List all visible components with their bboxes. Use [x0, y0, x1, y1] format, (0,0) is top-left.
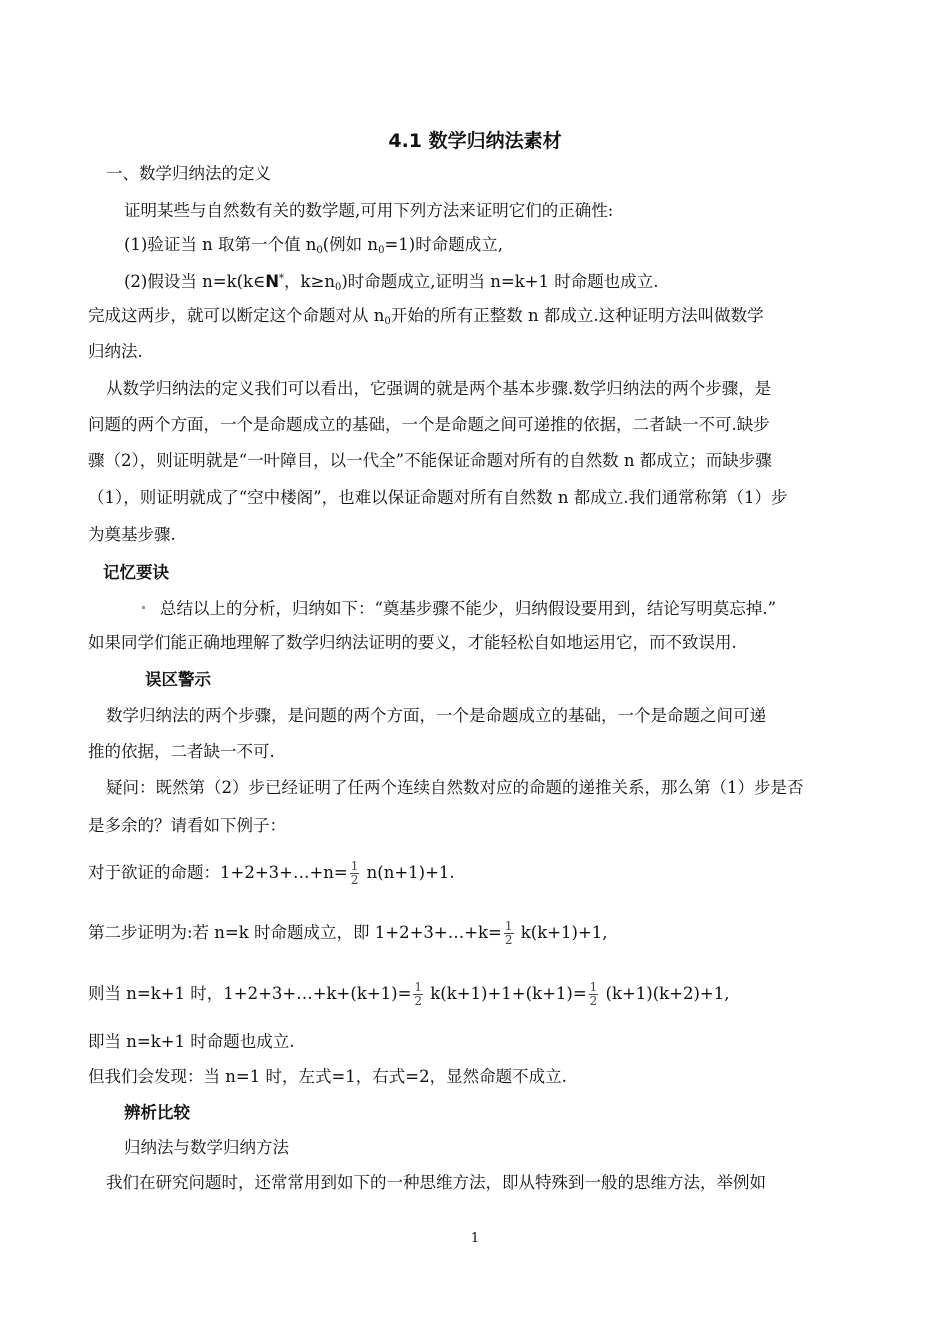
warning-line: 疑问：既然第（2）步已经证明了任两个连续自然数对应的命题的递推关系，那么第（1）步是否 [106, 778, 804, 797]
paragraph-line: 为奠基步骤. [88, 525, 176, 544]
memory-line: 如果同学们能正确地理解了数学归纳法证明的要义，才能轻松自如地运用它，而不致误用. [88, 633, 737, 652]
intro-line: 证明某些与自然数有关的数学题,可用下列方法来证明它们的正确性: [124, 201, 614, 220]
subscript: 0 [384, 316, 391, 327]
conclusion-line-1 [88, 305, 868, 333]
section-heading-definition: 一、数学归纳法的定义 [106, 164, 271, 183]
example-derivation-line [88, 981, 868, 1008]
step-two-text-c: )时命题成立,证明当 n=k+1 时命题也成立. [341, 272, 659, 291]
section-heading-warning: 误区警示 [145, 670, 211, 689]
subscript: 0 [316, 245, 323, 256]
example-counter-line: 但我们会发现：当 n=1 时，左式=1，右式=2，显然命题不成立. [88, 1067, 567, 1086]
example-derivation-mid: k(k+1)+1+(k+1)= [425, 984, 587, 1003]
subscript: 0 [334, 282, 342, 293]
fraction-one-half: $\frac{1}{2}$ [350, 859, 359, 887]
example-step-two-tail: k(k+1)+1, [515, 923, 608, 942]
paragraph-line: 问题的两个方面，一个是命题成立的基础，一个是命题之间可递推的依据，二者缺一不可.缺步 [88, 415, 770, 434]
warning-line: 数学归纳法的两个步骤，是问题的两个方面，一个是命题成立的基础，一个是命题之间可递 [106, 706, 766, 725]
bullet-mark [142, 606, 145, 609]
conclusion-text-b: 开始的所有正整数 n 都成立.这种证明方法叫做数学 [390, 306, 764, 325]
subscript: 0 [378, 245, 385, 256]
step-one-text-a: (1)验证当 n 取第一个值 n [124, 235, 317, 254]
step-two-text-a: (2)假设当 n=k(k∈ [124, 272, 266, 291]
example-result-line: 即当 n=k+1 时命题也成立. [88, 1032, 295, 1051]
section-heading-memory: 记忆要诀 [103, 563, 169, 582]
example-step-two-text: 第二步证明为:若 n=k 时命题成立，即 1+2+3+…+k= [88, 923, 502, 942]
paragraph-line: 骤（2），则证明就是“一叶障目，以一代全”不能保证命题对所有的自然数 n 都成立；而缺步骤 [88, 451, 772, 470]
conclusion-line-2: 归纳法. [88, 342, 143, 361]
page-number: 1 [470, 1231, 480, 1246]
paragraph-line: 从数学归纳法的定义我们可以看出，它强调的就是两个基本步骤.数学归纳法的两个步骤，是 [106, 379, 772, 398]
example-claim-text: 对于欲证的命题：1+2+3+…+n= [88, 863, 348, 882]
fraction-one-half: $\frac{1}{2}$ [504, 919, 513, 947]
example-claim-tail: n(n+1)+1. [361, 863, 455, 882]
warning-line: 是多余的？请看如下例子： [88, 816, 286, 835]
example-step-two-line [88, 920, 868, 947]
warning-line: 推的依据，二者缺一不可. [88, 742, 275, 761]
step-two-line [124, 268, 904, 299]
conclusion-text-a: 完成这两步，就可以断定这个命题对从 n [88, 306, 385, 325]
step-two-text-b: ，k≥n [284, 272, 335, 291]
step-one-line [124, 234, 904, 262]
document-title: 4.1 数学归纳法素材 [388, 130, 562, 152]
step-one-text-b: (例如 n [322, 235, 379, 254]
example-derivation-text: 则当 n=k+1 时，1+2+3+…+k+(k+1)= [88, 984, 412, 1003]
compare-subheading: 归纳法与数学归纳方法 [124, 1138, 289, 1157]
step-one-text-c: =1)时命题成立, [384, 235, 503, 254]
natural-numbers-symbol: N [265, 272, 280, 291]
fraction-one-half: $\frac{1}{2}$ [589, 980, 598, 1008]
fraction-one-half: $\frac{1}{2}$ [414, 980, 423, 1008]
example-derivation-tail: (k+1)(k+2)+1, [600, 984, 730, 1003]
memory-line: 总结以上的分析，归纳如下：“奠基步骤不能少，归纳假设要用到，结论写明莫忘掉.” [160, 599, 777, 618]
section-heading-compare: 辨析比较 [124, 1103, 190, 1122]
superscript: * [279, 273, 285, 284]
compare-line: 我们在研究问题时，还常常用到如下的一种思维方法，即从特殊到一般的思维方法，举例如 [106, 1173, 766, 1192]
example-claim-line [88, 860, 868, 887]
paragraph-line: （1），则证明就成了“空中楼阁”，也难以保证命题对所有自然数 n 都成立.我们通常称第（1）步 [88, 488, 788, 507]
